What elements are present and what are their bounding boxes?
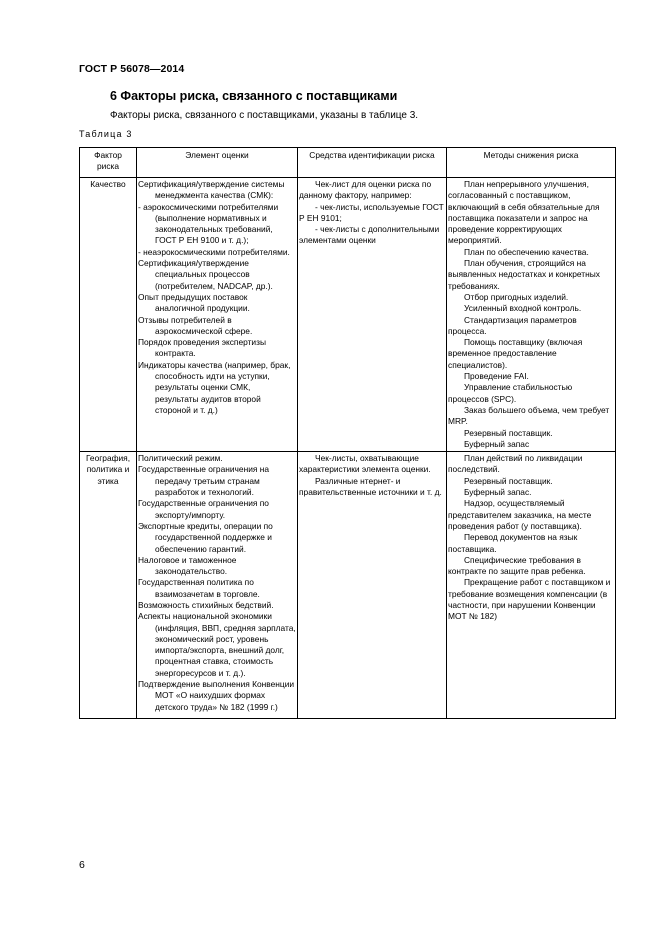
section-title: 6 Факторы риска, связанного с поставщиками (110, 89, 398, 103)
methods-cell (447, 452, 616, 719)
element-item: Государственные ограничения по экспорту/импорту. (138, 498, 269, 520)
document-header: ГОСТ Р 56078—2014 (79, 63, 185, 75)
table-header-row (80, 148, 616, 178)
means-item: - чек-листы с дополнительными элементами оценки (299, 224, 440, 246)
element-item: Налоговое и таможенное законодательство. (138, 554, 237, 577)
method-item: Помощь поставщику (включая временное предоставление специалистов). (448, 337, 583, 370)
method-item: Заказ большего объема, чем требует MRP. (448, 404, 610, 427)
risk-factors-table (79, 147, 616, 719)
cell-bottom-spacer (138, 713, 296, 717)
means-item: Чек-листы, охватывающие характеристики элемента оценки. (299, 453, 431, 475)
element-item: Политический режим. (138, 453, 223, 464)
method-item: План непрерывного улучшения, согласованный с поставщиком, включающий в себя обязательные для поставщика показатели и запрос на проведение корректирующих мероприятий. (448, 179, 600, 246)
element-item: Аспекты национальной экономики (инфляция, ВВП, средняя зарплата, экономический рост, уровень импорта/экспорта, внешний долг, процентная ставка, стоимость энергоресурсов и т. д.). (138, 611, 296, 678)
header-methods: Методы снижения риска (447, 148, 616, 178)
page-number: 6 (79, 859, 85, 871)
header-factor: Фактор риска (80, 148, 137, 178)
element-item: Возможность стихийных бедствий. (138, 599, 274, 610)
method-item: Резервный поставщик. (464, 475, 553, 486)
element-item: - неаэрокосмическими потребителями. (138, 246, 290, 257)
method-item: Перевод документов на язык поставщика. (448, 532, 578, 554)
table-row-quality (80, 178, 616, 452)
method-item: Отбор пригодных изделий. (464, 291, 569, 302)
element-item: Государственные ограничения на передачу третьим странам разработок и технологий. (138, 464, 270, 498)
elements-cell (137, 452, 298, 719)
element-item: Порядок проведения экспертизы контракта. (138, 337, 266, 359)
method-item: Прекращение работ с поставщиком и требование возмещения компенсации (в частности, при нарушении Конвенции МОТ № 182) (448, 577, 611, 622)
method-item: Буферный запас. (464, 487, 532, 498)
method-item: Управление стабильностью процессов (SPC). (448, 382, 573, 404)
element-item: Подтверждение выполнения Конвенции МОТ «О наихудших формах детского труда» № 182 (1999 г.) (138, 679, 295, 712)
table-caption: Таблица 3 (79, 129, 133, 139)
method-item: Стандартизация параметров процесса. (448, 314, 577, 336)
factor-cell: География, политика и этика (80, 452, 137, 719)
method-item: План действий по ликвидации последствий. (448, 453, 583, 475)
intro-paragraph: Факторы риска, связанного с поставщиками, указаны в таблице 3. (110, 110, 419, 121)
method-item: План по обеспечению качества. (464, 246, 589, 257)
method-item: Усиленный входной контроль. (464, 303, 582, 314)
element-item: - аэрокосмическими потребителями (выполнение нормативных и законодательных требований, ГОСТ Р ЕН 9100 и т. д.); (138, 201, 279, 246)
means-cell (298, 178, 447, 452)
element-item: Отзывы потребителей в аэрокосмической сфере. (138, 314, 253, 336)
element-item: Государственная политика по взаимозачетам в торговле. (138, 577, 260, 599)
element-item: Экспортные кредиты, операции по государственной поддержке и обеспечению гарантий. (138, 520, 273, 554)
element-item: Опыт предыдущих поставок аналогичной продукции. (138, 291, 250, 314)
header-means: Средства идентификации риска (298, 148, 447, 178)
method-item: Специфические требования в контракте по защите прав ребенка. (448, 554, 586, 577)
element-item: Сертификация/утверждение специальных процессов (потребителем, NADCAP, др.). (138, 258, 273, 291)
means-cell (298, 452, 447, 719)
factor-cell: Качество (80, 178, 137, 452)
method-item: Проведение FAI. (464, 371, 529, 382)
method-item: Надзор, осуществляемый представителем заказчика, на месте проведения работ (у поставщика). (448, 498, 592, 531)
means-item: Чек-лист для оценки риска по данному фактору, например: (299, 179, 432, 201)
header-element: Элемент оценки (137, 148, 298, 178)
means-item: - чек-листы, используемые ГОСТ Р ЕН 9101; (299, 201, 444, 223)
means-item: Различные нтернет- и правительственные источники и т. д. (299, 475, 442, 498)
methods-cell (447, 178, 616, 452)
table-row-geography (80, 452, 616, 719)
element-item: Сертификация/утверждение системы менеджмента качества (СМК): (138, 179, 285, 201)
method-item: Резервный поставщик. (464, 427, 553, 438)
method-item: Буферный запас (464, 438, 530, 449)
elements-cell (137, 178, 298, 452)
element-item: Индикаторы качества (например, брак, способность идти на уступки, результаты оценки СМК, результаты аудитов второй стороной и т. д.) (138, 359, 291, 415)
method-item: План обучения, строящийся на выявленных недостатках и конкретных требованиях. (448, 258, 600, 291)
